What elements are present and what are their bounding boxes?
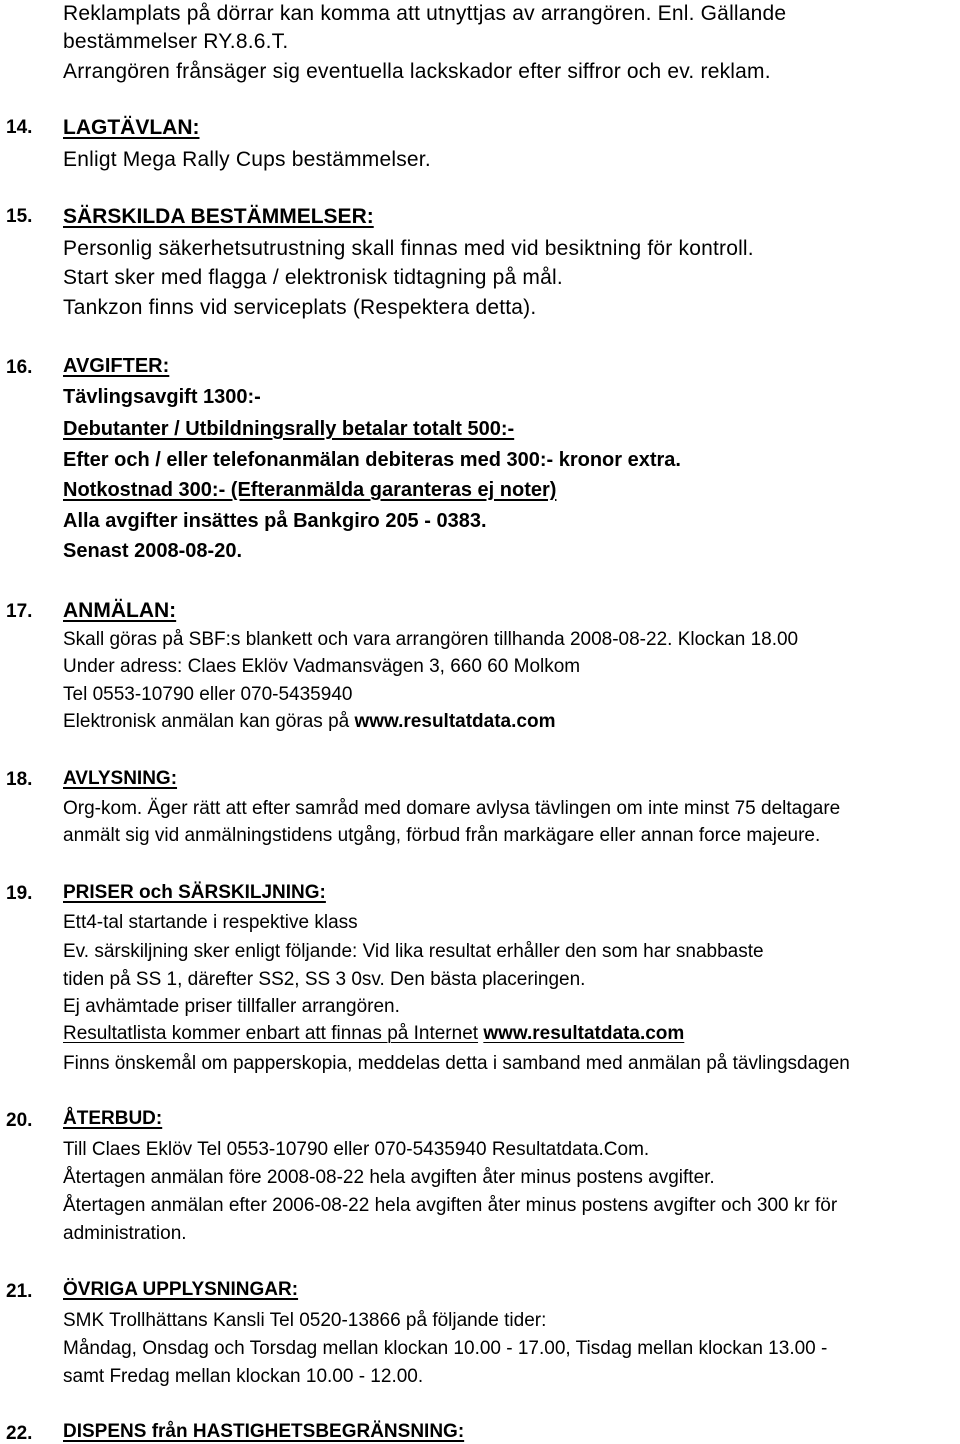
section-15-line-3: Tankzon finns vid serviceplats (Respektera detta). [63,296,537,319]
section-19-line-3: tiden på SS 1, därefter SS2, SS 3 0sv. Den bästa placeringen. [63,969,586,990]
section-17-line-2: Under adress: Claes Eklöv Vadmansvägen 3, 660 60 Molkom [63,656,581,677]
section-20-line-1: Till Claes Eklöv Tel 0553-10790 eller 070-5435940 Resultatdata.Com. [63,1139,650,1160]
resultatdata-link[interactable]: www.resultatdata.com [354,711,556,732]
section-17-line-3: Tel 0553-10790 eller 070-5435940 [63,684,353,705]
section-19-number: 19. [6,883,33,904]
section-20-line-3: Återtagen anmälan efter 2006-08-22 hela avgiften åter minus postens avgifter och 300 kr för [63,1195,838,1216]
section-16-line-4: Notkostnad 300:- (Efteranmälda garanteras ej noter) [63,479,557,501]
section-18-heading: AVLYSNING: [63,768,178,789]
section-19-line-6: Finns önskemål om papperskopia, meddelas detta i samband med anmälan på tävlingsdagen [63,1053,850,1074]
section-15-heading: SÄRSKILDA BESTÄMMELSER: [63,205,374,228]
section-19-link-prefix: Resultatlista kommer enbart att finnas på Internet [63,1023,479,1044]
section-21-line-3: samt Fredag mellan klockan 10.00 - 12.00. [63,1366,424,1387]
section-21-number: 21. [6,1281,33,1302]
section-17-line-4 [63,712,555,731]
section-14-number: 14. [6,117,33,138]
section-21-heading: ÖVRIGA UPPLYSNINGAR: [63,1279,299,1300]
section-20-line-4: administration. [63,1223,187,1244]
section-16-line-5: Alla avgifter insättes på Bankgiro 205 - 0383. [63,510,487,532]
resultatdata-link-2[interactable]: www.resultatdata.com [483,1023,685,1044]
intro-line-3: Arrangören frånsäger sig eventuella lackskador efter siffror och ev. reklam. [63,60,771,83]
section-20-number: 20. [6,1110,33,1131]
section-16-number: 16. [6,357,33,378]
section-17-number: 17. [6,601,33,622]
section-14-line-1: Enligt Mega Rally Cups bestämmelser. [63,148,431,171]
section-16-line-6: Senast 2008-08-20. [63,540,243,562]
section-18-line-2: anmält sig vid anmälningstidens utgång, förbud från markägare eller annan force majeure. [63,825,821,846]
section-22-heading: DISPENS från HASTIGHETSBEGRÄNSNING: [63,1421,465,1442]
section-19-line-2: Ev. särskiljning sker enligt följande: Vid lika resultat erhåller den som har snabbaste [63,941,764,962]
section-21-line-1: SMK Trollhättans Kansli Tel 0520-13866 på följande tider: [63,1310,547,1331]
section-15-number: 15. [6,206,33,227]
intro-line-1: Reklamplats på dörrar kan komma att utnyttjas av arrangören. Enl. Gällande [63,2,787,25]
section-19-line-1: Ett4-tal startande i respektive klass [63,912,358,933]
section-16-line-3: Efter och / eller telefonanmälan debiteras med 300:- kronor extra. [63,449,681,471]
section-15-line-2: Start sker med flagga / elektronisk tidtagning på mål. [63,266,563,289]
section-19-line-4: Ej avhämtade priser tillfaller arrangören. [63,996,400,1017]
section-21-line-2: Måndag, Onsdag och Torsdag mellan klockan 10.00 - 17.00, Tisdag mellan klockan 13.00 - [63,1338,828,1359]
section-18-number: 18. [6,769,33,790]
section-20-line-2: Återtagen anmälan före 2008-08-22 hela avgiften åter minus postens avgifter. [63,1167,715,1188]
section-20-heading: ÅTERBUD: [63,1108,163,1129]
section-16-line-1: Tävlingsavgift 1300:- [63,386,261,408]
section-16-line-2: Debutanter / Utbildningsrally betalar totalt 500:- [63,418,515,440]
section-19-line-5 [63,1024,684,1043]
section-18-line-1: Org-kom. Äger rätt att efter samråd med domare avlysa tävlingen om inte minst 75 deltagare [63,798,841,819]
section-15-line-1: Personlig säkerhetsutrustning skall finnas med vid besiktning för kontroll. [63,237,754,260]
section-14-heading: LAGTÄVLAN: [63,116,200,139]
section-19-heading: PRISER och SÄRSKILJNING: [63,882,326,903]
section-22-number: 22. [6,1423,33,1444]
section-17-heading: ANMÄLAN: [63,599,177,622]
section-17-link-prefix: Elektronisk anmälan kan göras på [63,711,350,732]
section-16-heading: AVGIFTER: [63,355,170,377]
section-17-line-1: Skall göras på SBF:s blankett och vara arrangören tillhanda 2008-08-22. Klockan 18.00 [63,629,799,650]
intro-line-2: bestämmelser RY.8.6.T. [63,30,289,53]
